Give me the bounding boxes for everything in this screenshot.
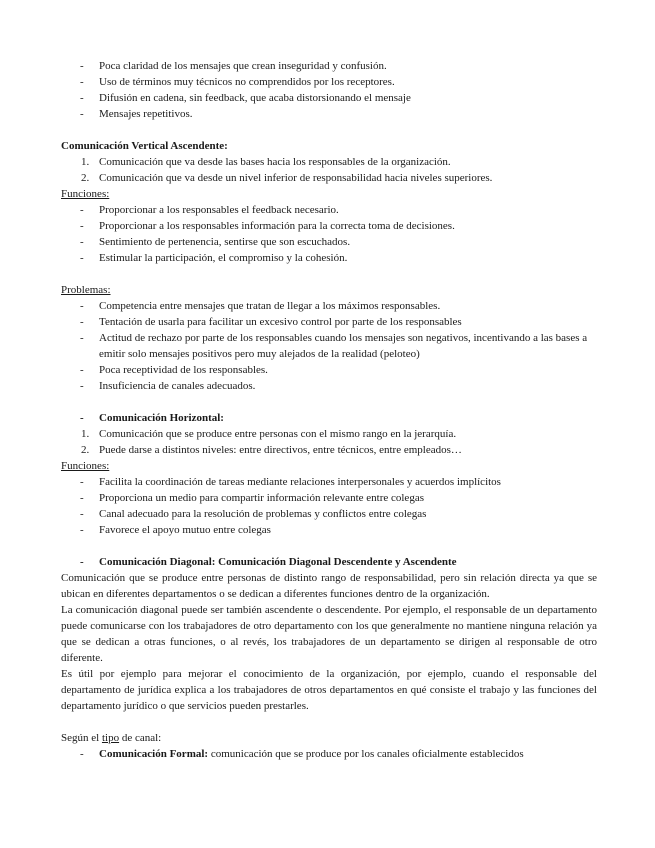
list-item: - Estimular la participación, el compromiso y la cohesión. [61,250,597,266]
list-item: - Uso de términos muy técnicos no comprendidos por los receptores. [61,74,597,90]
subheading-funciones: Funciones: [61,188,110,200]
section-heading-vertical-ascendente: Comunicación Vertical Ascendente: [61,140,228,152]
paragraph: La comunicación diagonal puede ser también ascendente o descendente. Por ejemplo, el responsable de un departamento puede comunicarse con los trabajadores de otro departamento con los que generalmente no mantiene ninguna relación ya que se dedican a otras funciones, o al revés, los trabajadores de un departamento se dirigen al responsable de otro diferente. [61,604,597,664]
canal-intro: Según el tipo de canal: [61,732,162,744]
list-item: - Actitud de rechazo por parte de los responsables cuando los mensajes son negativos, incentivando a las bases a emitir solo mensajes positivos pero muy alejados de la realidad (peloteo) [61,330,597,362]
numbered-item: 1. Comunicación que va desde las bases hacia los responsables de la organización. [81,156,451,168]
list-item: - Mensajes repetitivos. [61,106,597,122]
paragraph: Es útil por ejemplo para mejorar el conocimiento de la organización, por ejemplo, cuando el responsable del departamento de jurídica explica a los trabajadores de otros departamentos en qué consiste el trabajo y las funciones del departamento jurídico o que servicios pueden prestarles. [61,668,597,712]
list-item: - Difusión en cadena, sin feedback, que acaba distorsionando el mensaje [61,90,597,106]
list-item: - Facilita la coordinación de tareas mediante relaciones interpersonales y acuerdos implícitos [61,474,597,490]
list-item: - Competencia entre mensajes que tratan de llegar a los máximos responsables. [61,298,597,314]
list-item: - Tentación de usarla para facilitar un excesivo control por parte de los responsables [61,314,597,330]
section-heading-diagonal: - Comunicación Diagonal: Comunicación Diagonal Descendente y Ascendente [61,554,597,570]
paragraph: Comunicación que se produce entre personas de distinto rango de responsabilidad, pero sin relación directa ya que se ubican en diferentes departamentos o se dedican a diferentes funciones dentro de la organización. [61,572,597,600]
list-item: - Insuficiencia de canales adecuados. [61,378,597,394]
list-item: - Sentimiento de pertenencia, sentirse que son escuchados. [61,234,597,250]
subheading-funciones: Funciones: [61,460,110,472]
list-item: - Proporcionar a los responsables el feedback necesario. [61,202,597,218]
list-item: - Poca receptividad de los responsables. [61,362,597,378]
section-heading-horizontal: - Comunicación Horizontal: [61,410,597,426]
list-item: - Canal adecuado para la resolución de problemas y conflictos entre colegas [61,506,597,522]
list-item: - Favorece el apoyo mutuo entre colegas [61,522,597,538]
list-item: - Proporciona un medio para compartir información relevante entre colegas [61,490,597,506]
document-page [61,58,597,762]
list-item: - Poca claridad de los mensajes que crean inseguridad y confusión. [61,58,597,74]
list-item: - Comunicación Formal: comunicación que se produce por los canales oficialmente establecidos [61,746,597,762]
numbered-item: 2. Comunicación que va desde un nivel inferior de responsabilidad hacia niveles superiores. [81,172,493,184]
numbered-item: 2. Puede darse a distintos niveles: entre directivos, entre técnicos, entre empleados… [81,444,462,456]
subheading-problemas: Problemas: [61,284,111,296]
list-item: - Proporcionar a los responsables información para la correcta toma de decisiones. [61,218,597,234]
numbered-item: 1. Comunicación que se produce entre personas con el mismo rango en la jerarquía. [81,428,457,440]
